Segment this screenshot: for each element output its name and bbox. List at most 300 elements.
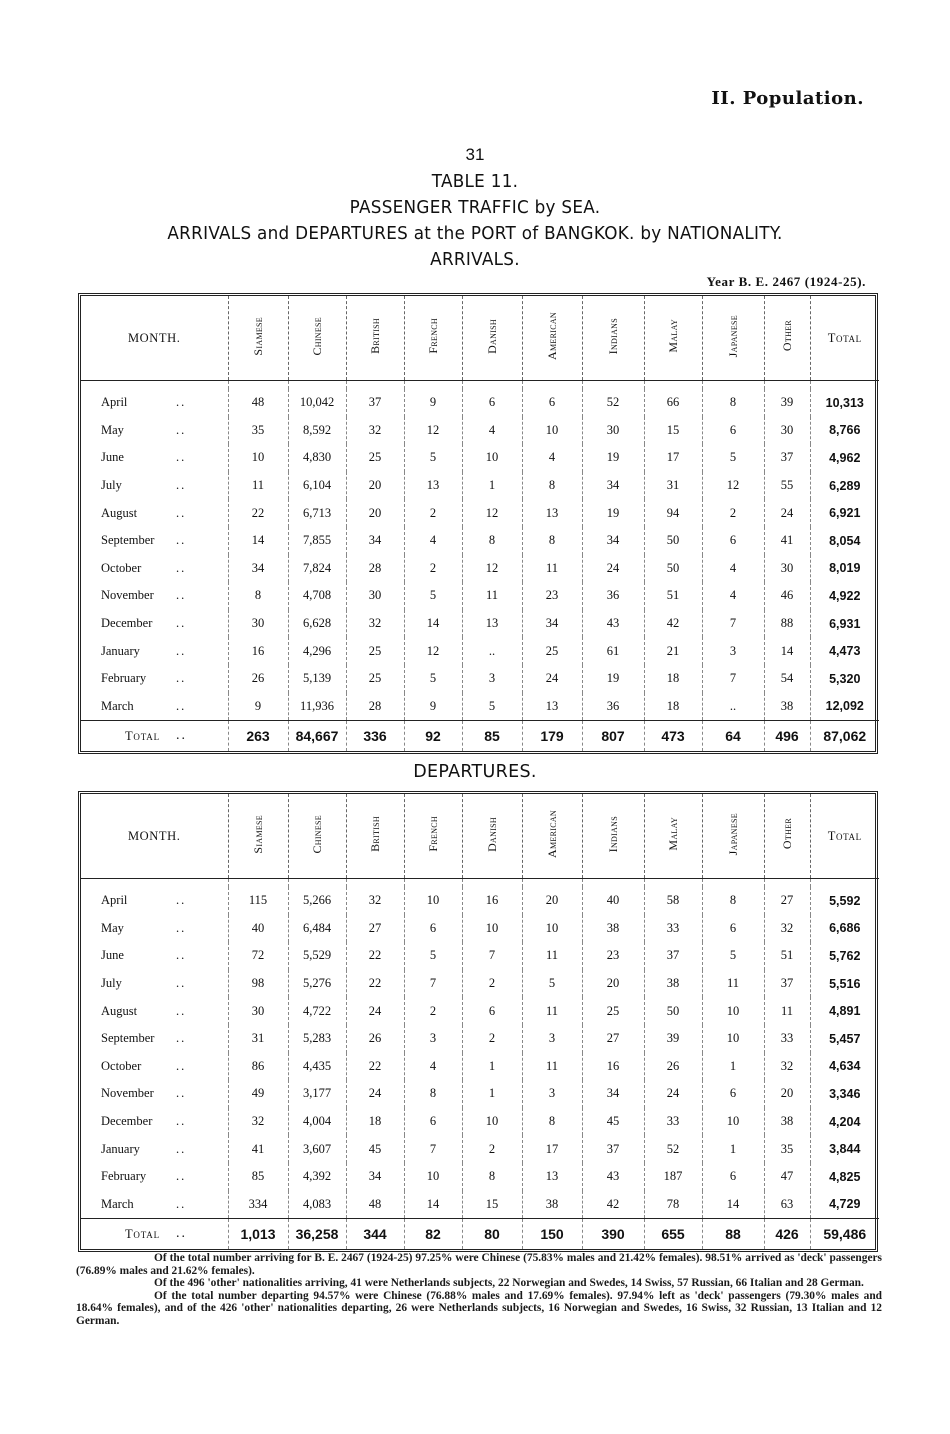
value-cell: 35 bbox=[228, 417, 288, 445]
value-cell: 3,607 bbox=[288, 1135, 346, 1163]
spacer-cell bbox=[404, 879, 462, 888]
value-cell: 2 bbox=[404, 499, 462, 527]
value-cell: 45 bbox=[582, 1108, 644, 1136]
arrivals-heading: ARRIVALS. bbox=[430, 250, 520, 270]
leader-dots: .. bbox=[176, 920, 187, 935]
column-total-cell: 655 bbox=[644, 1219, 702, 1250]
row-total-cell: 12,092 bbox=[810, 693, 879, 721]
leader-dots: .. bbox=[176, 422, 187, 437]
value-cell: 4,004 bbox=[288, 1108, 346, 1136]
column-header bbox=[346, 794, 404, 879]
value-cell: 28 bbox=[346, 555, 404, 583]
value-cell: 6 bbox=[702, 527, 764, 555]
value-cell: 32 bbox=[346, 610, 404, 638]
table-label: TABLE 11. bbox=[431, 172, 519, 192]
value-cell: 5,529 bbox=[288, 942, 346, 970]
value-cell: 1 bbox=[462, 1053, 522, 1081]
leader-dots: .. bbox=[176, 1196, 187, 1211]
month-cell: August bbox=[101, 505, 138, 520]
column-total-cell: 344 bbox=[346, 1219, 404, 1250]
column-header-label: French bbox=[425, 318, 440, 354]
value-cell: 72 bbox=[228, 942, 288, 970]
table-row bbox=[81, 527, 879, 555]
value-cell: 30 bbox=[764, 417, 810, 445]
column-header bbox=[582, 296, 644, 381]
leader-dots: .. bbox=[176, 560, 187, 575]
value-cell: 19 bbox=[582, 665, 644, 693]
value-cell: 47 bbox=[764, 1163, 810, 1191]
row-total-cell: 4,204 bbox=[810, 1108, 879, 1136]
value-cell: 5 bbox=[404, 582, 462, 610]
value-cell: 2 bbox=[462, 1025, 522, 1053]
row-total-cell: 5,592 bbox=[810, 887, 879, 915]
value-cell: 11 bbox=[764, 997, 810, 1025]
row-total-cell: 8,766 bbox=[810, 417, 879, 445]
column-total-cell: 1,013 bbox=[228, 1219, 288, 1250]
value-cell: 6,628 bbox=[288, 610, 346, 638]
row-total-cell: 5,320 bbox=[810, 665, 879, 693]
value-cell: 5,276 bbox=[288, 970, 346, 998]
value-cell: 8 bbox=[462, 1163, 522, 1191]
value-cell: 12 bbox=[462, 499, 522, 527]
column-header-label: Siamese bbox=[250, 316, 265, 356]
grand-total-cell: 87,062 bbox=[810, 721, 879, 752]
value-cell: 10 bbox=[462, 444, 522, 472]
value-cell: 5 bbox=[404, 444, 462, 472]
column-header-label: Danish bbox=[484, 318, 499, 354]
value-cell: 7,824 bbox=[288, 555, 346, 583]
value-cell: 10 bbox=[228, 444, 288, 472]
table-row bbox=[81, 1080, 879, 1108]
value-cell: 9 bbox=[404, 693, 462, 721]
value-cell: 11 bbox=[522, 555, 582, 583]
column-total-cell: 263 bbox=[228, 721, 288, 752]
value-cell: 19 bbox=[582, 444, 644, 472]
row-total-cell: 8,054 bbox=[810, 527, 879, 555]
value-cell: 31 bbox=[644, 472, 702, 500]
value-cell: 36 bbox=[582, 693, 644, 721]
leader-dots: .. bbox=[176, 1031, 187, 1046]
spacer-cell bbox=[764, 381, 810, 390]
value-cell: 50 bbox=[644, 997, 702, 1025]
month-cell: February bbox=[101, 1169, 147, 1184]
spacer-cell bbox=[644, 381, 702, 390]
value-cell: 10 bbox=[404, 887, 462, 915]
spacer-cell bbox=[346, 381, 404, 390]
column-total-cell: 150 bbox=[522, 1219, 582, 1250]
column-header bbox=[228, 794, 288, 879]
column-total-cell: 92 bbox=[404, 721, 462, 752]
leader-dots: .. bbox=[176, 1003, 187, 1018]
table-row bbox=[81, 693, 879, 721]
column-header bbox=[522, 296, 582, 381]
value-cell: 31 bbox=[228, 1025, 288, 1053]
leader-dots: .. bbox=[176, 976, 187, 991]
value-cell: 38 bbox=[644, 970, 702, 998]
value-cell: 5 bbox=[522, 970, 582, 998]
value-cell: 4,708 bbox=[288, 582, 346, 610]
column-total-cell: 82 bbox=[404, 1219, 462, 1250]
table-row bbox=[81, 1191, 879, 1219]
leader-dots: .. bbox=[176, 1141, 187, 1156]
value-cell: 61 bbox=[582, 637, 644, 665]
leader-dots: .. bbox=[176, 1169, 187, 1184]
column-total-cell: 36,258 bbox=[288, 1219, 346, 1250]
table-row bbox=[81, 970, 879, 998]
month-cell: February bbox=[101, 671, 147, 686]
table-row bbox=[81, 1163, 879, 1191]
leader-dots: .. bbox=[176, 643, 187, 658]
value-cell: 38 bbox=[582, 915, 644, 943]
value-cell: 4,722 bbox=[288, 997, 346, 1025]
value-cell: 4,830 bbox=[288, 444, 346, 472]
value-cell: 7 bbox=[702, 610, 764, 638]
month-cell: December bbox=[101, 616, 153, 631]
leader-dots: .. bbox=[176, 1058, 187, 1073]
month-cell: June bbox=[101, 450, 124, 465]
value-cell: 34 bbox=[522, 610, 582, 638]
value-cell: 55 bbox=[764, 472, 810, 500]
value-cell: 6,104 bbox=[288, 472, 346, 500]
column-header bbox=[228, 296, 288, 381]
spacer-cell bbox=[346, 879, 404, 888]
spacer-cell bbox=[81, 381, 176, 390]
row-total-cell: 3,844 bbox=[810, 1135, 879, 1163]
spacer-cell bbox=[764, 879, 810, 888]
value-cell: 7 bbox=[702, 665, 764, 693]
column-header-month: MONTH. bbox=[81, 296, 228, 381]
value-cell: 20 bbox=[346, 472, 404, 500]
month-cell: July bbox=[101, 478, 122, 493]
value-cell: 2 bbox=[702, 499, 764, 527]
value-cell: 15 bbox=[644, 417, 702, 445]
footnote: Of the 496 'other' nationalities arriving, 41 were Netherlands subjects, 22 Norwegian and Swedes, 14 Swiss, 57 Russian, 66 Italian and 28 German. bbox=[154, 1277, 864, 1290]
spacer-row bbox=[81, 381, 879, 390]
value-cell: 37 bbox=[346, 389, 404, 417]
value-cell: 12 bbox=[404, 637, 462, 665]
row-total-cell: 3,346 bbox=[810, 1080, 879, 1108]
page-number: 31 bbox=[465, 145, 485, 164]
leader-dots: .. bbox=[176, 395, 187, 410]
value-cell: 3 bbox=[702, 637, 764, 665]
value-cell: 34 bbox=[582, 1080, 644, 1108]
value-cell: 98 bbox=[228, 970, 288, 998]
column-header bbox=[522, 794, 582, 879]
value-cell: 25 bbox=[582, 997, 644, 1025]
leader-dots: .. bbox=[176, 893, 187, 908]
table-row bbox=[81, 665, 879, 693]
value-cell: 38 bbox=[764, 693, 810, 721]
value-cell: 6,484 bbox=[288, 915, 346, 943]
spacer-cell bbox=[228, 879, 288, 888]
row-total-cell: 4,825 bbox=[810, 1163, 879, 1191]
value-cell: 12 bbox=[702, 472, 764, 500]
departures-heading: DEPARTURES. bbox=[413, 762, 537, 782]
table-row bbox=[81, 942, 879, 970]
month-cell: September bbox=[101, 533, 155, 548]
value-cell: 85 bbox=[228, 1163, 288, 1191]
column-header-label: American bbox=[544, 810, 559, 858]
column-header-label: Danish bbox=[484, 816, 499, 852]
spacer-cell bbox=[644, 879, 702, 888]
spacer-cell bbox=[228, 381, 288, 390]
column-header bbox=[582, 794, 644, 879]
value-cell: 30 bbox=[764, 555, 810, 583]
row-total-cell: 4,891 bbox=[810, 997, 879, 1025]
value-cell: 5 bbox=[702, 942, 764, 970]
column-header-month: MONTH. bbox=[81, 794, 228, 879]
value-cell: 37 bbox=[582, 1135, 644, 1163]
value-cell: 34 bbox=[346, 1163, 404, 1191]
value-cell: 38 bbox=[764, 1108, 810, 1136]
value-cell: 8,592 bbox=[288, 417, 346, 445]
value-cell: 11 bbox=[702, 970, 764, 998]
column-header-label: Other bbox=[779, 818, 794, 850]
spacer-cell bbox=[288, 381, 346, 390]
value-cell: 19 bbox=[582, 499, 644, 527]
column-header bbox=[764, 296, 810, 381]
value-cell: 20 bbox=[346, 499, 404, 527]
row-total-cell: 5,516 bbox=[810, 970, 879, 998]
value-cell: 39 bbox=[644, 1025, 702, 1053]
total-label: Total bbox=[81, 721, 176, 752]
row-total-cell: 4,922 bbox=[810, 582, 879, 610]
spacer-cell bbox=[582, 381, 644, 390]
value-cell: 10,042 bbox=[288, 389, 346, 417]
value-cell: 187 bbox=[644, 1163, 702, 1191]
value-cell: 23 bbox=[582, 942, 644, 970]
spacer-cell bbox=[522, 879, 582, 888]
column-header-label: Siamese bbox=[250, 814, 265, 854]
leader-dots: .. bbox=[176, 1114, 187, 1129]
table-row bbox=[81, 499, 879, 527]
departures-table bbox=[81, 794, 879, 1249]
value-cell: 115 bbox=[228, 887, 288, 915]
value-cell: 9 bbox=[404, 389, 462, 417]
value-cell: 10 bbox=[462, 915, 522, 943]
footnote: Of the total number arriving for B. E. 2467 (1924-25) 97.25% were Chinese (75.83% males and 21.42% females). 98.51% arrived as 'deck' passengers (76.89% males and 21.62% females). bbox=[76, 1252, 882, 1277]
value-cell: 4 bbox=[702, 555, 764, 583]
row-total-cell: 8,019 bbox=[810, 555, 879, 583]
value-cell: 10 bbox=[702, 1108, 764, 1136]
column-header-label: Chinese bbox=[309, 814, 324, 854]
column-header-label: French bbox=[425, 816, 440, 852]
value-cell: 33 bbox=[644, 915, 702, 943]
value-cell: 22 bbox=[346, 970, 404, 998]
value-cell: 17 bbox=[644, 444, 702, 472]
value-cell: 7 bbox=[404, 970, 462, 998]
value-cell: 13 bbox=[522, 1163, 582, 1191]
total-row bbox=[81, 1219, 879, 1250]
table-row bbox=[81, 555, 879, 583]
table-row bbox=[81, 472, 879, 500]
value-cell: 6 bbox=[404, 1108, 462, 1136]
value-cell: 20 bbox=[522, 887, 582, 915]
value-cell: 5 bbox=[702, 444, 764, 472]
value-cell: 25 bbox=[522, 637, 582, 665]
value-cell: 26 bbox=[346, 1025, 404, 1053]
value-cell: 50 bbox=[644, 555, 702, 583]
table-row bbox=[81, 1135, 879, 1163]
month-cell: June bbox=[101, 948, 124, 963]
value-cell: 8 bbox=[702, 389, 764, 417]
grand-total-cell: 59,486 bbox=[810, 1219, 879, 1250]
value-cell: 22 bbox=[228, 499, 288, 527]
column-header-label: Japanese bbox=[725, 812, 740, 856]
column-header bbox=[462, 794, 522, 879]
value-cell: 16 bbox=[228, 637, 288, 665]
value-cell: 18 bbox=[346, 1108, 404, 1136]
column-header bbox=[702, 296, 764, 381]
table-row bbox=[81, 1053, 879, 1081]
value-cell: 26 bbox=[644, 1053, 702, 1081]
value-cell: 16 bbox=[462, 887, 522, 915]
value-cell: 24 bbox=[582, 555, 644, 583]
value-cell: 18 bbox=[644, 665, 702, 693]
value-cell: 6,713 bbox=[288, 499, 346, 527]
table-row bbox=[81, 637, 879, 665]
value-cell: 10 bbox=[522, 915, 582, 943]
value-cell: .. bbox=[702, 693, 764, 721]
value-cell: 2 bbox=[462, 970, 522, 998]
table-title: PASSENGER TRAFFIC by SEA. bbox=[349, 198, 601, 218]
value-cell: 43 bbox=[582, 1163, 644, 1191]
month-cell: March bbox=[101, 698, 134, 713]
value-cell: 27 bbox=[764, 887, 810, 915]
table-row bbox=[81, 610, 879, 638]
value-cell: 24 bbox=[644, 1080, 702, 1108]
value-cell: 8 bbox=[462, 527, 522, 555]
value-cell: 1 bbox=[702, 1053, 764, 1081]
column-header-label: Malay bbox=[665, 817, 680, 851]
value-cell: 5,283 bbox=[288, 1025, 346, 1053]
value-cell: 35 bbox=[764, 1135, 810, 1163]
column-header-label: Indians bbox=[605, 317, 620, 355]
row-total-cell: 4,634 bbox=[810, 1053, 879, 1081]
header-row bbox=[81, 296, 879, 381]
column-header bbox=[462, 296, 522, 381]
value-cell: 1 bbox=[702, 1135, 764, 1163]
value-cell: 27 bbox=[582, 1025, 644, 1053]
month-cell: April bbox=[101, 395, 128, 410]
spacer-cell bbox=[522, 381, 582, 390]
value-cell: 14 bbox=[404, 610, 462, 638]
value-cell: 8 bbox=[702, 887, 764, 915]
column-header-label: Malay bbox=[665, 319, 680, 353]
value-cell: 22 bbox=[346, 942, 404, 970]
month-cell: November bbox=[101, 588, 154, 603]
value-cell: 27 bbox=[346, 915, 404, 943]
column-total-cell: 88 bbox=[702, 1219, 764, 1250]
value-cell: 51 bbox=[644, 582, 702, 610]
leader-dots: .. bbox=[176, 1219, 228, 1250]
value-cell: 14 bbox=[702, 1191, 764, 1219]
spacer-cell bbox=[176, 381, 228, 390]
value-cell: 3,177 bbox=[288, 1080, 346, 1108]
column-total-cell: 85 bbox=[462, 721, 522, 752]
value-cell: 34 bbox=[228, 555, 288, 583]
spacer-cell bbox=[702, 879, 764, 888]
value-cell: 38 bbox=[522, 1191, 582, 1219]
value-cell: 63 bbox=[764, 1191, 810, 1219]
value-cell: 78 bbox=[644, 1191, 702, 1219]
value-cell: 33 bbox=[764, 1025, 810, 1053]
value-cell: 32 bbox=[346, 417, 404, 445]
spacer-cell bbox=[404, 381, 462, 390]
value-cell: 43 bbox=[582, 610, 644, 638]
value-cell: 30 bbox=[346, 582, 404, 610]
column-header bbox=[644, 794, 702, 879]
value-cell: 18 bbox=[644, 693, 702, 721]
leader-dots: .. bbox=[176, 721, 228, 752]
value-cell: 48 bbox=[228, 389, 288, 417]
value-cell: 6 bbox=[702, 417, 764, 445]
value-cell: 14 bbox=[764, 637, 810, 665]
value-cell: 42 bbox=[644, 610, 702, 638]
column-header bbox=[404, 794, 462, 879]
row-total-cell: 4,962 bbox=[810, 444, 879, 472]
value-cell: 39 bbox=[764, 389, 810, 417]
value-cell: 24 bbox=[522, 665, 582, 693]
value-cell: 7,855 bbox=[288, 527, 346, 555]
row-total-cell: 10,313 bbox=[810, 389, 879, 417]
value-cell: 24 bbox=[346, 997, 404, 1025]
column-header bbox=[644, 296, 702, 381]
value-cell: 42 bbox=[582, 1191, 644, 1219]
spacer-cell bbox=[810, 879, 879, 888]
value-cell: 6 bbox=[702, 1080, 764, 1108]
column-header-label: British bbox=[367, 816, 382, 852]
value-cell: 8 bbox=[522, 527, 582, 555]
column-total-cell: 807 bbox=[582, 721, 644, 752]
value-cell: 11 bbox=[522, 1053, 582, 1081]
value-cell: 88 bbox=[764, 610, 810, 638]
value-cell: 46 bbox=[764, 582, 810, 610]
value-cell: 14 bbox=[228, 527, 288, 555]
value-cell: 41 bbox=[228, 1135, 288, 1163]
value-cell: 49 bbox=[228, 1080, 288, 1108]
row-total-cell: 6,931 bbox=[810, 610, 879, 638]
value-cell: 1 bbox=[462, 472, 522, 500]
column-total-cell: 426 bbox=[764, 1219, 810, 1250]
arrivals-table-frame bbox=[78, 293, 878, 754]
footnotes bbox=[76, 1252, 882, 1328]
month-cell: March bbox=[101, 1196, 134, 1211]
value-cell: 10 bbox=[702, 1025, 764, 1053]
value-cell: 34 bbox=[582, 472, 644, 500]
value-cell: 4,392 bbox=[288, 1163, 346, 1191]
value-cell: 8 bbox=[522, 472, 582, 500]
value-cell: 4,435 bbox=[288, 1053, 346, 1081]
value-cell: 48 bbox=[346, 1191, 404, 1219]
value-cell: 2 bbox=[404, 997, 462, 1025]
value-cell: 37 bbox=[764, 444, 810, 472]
value-cell: 36 bbox=[582, 582, 644, 610]
value-cell: 9 bbox=[228, 693, 288, 721]
value-cell: 25 bbox=[346, 665, 404, 693]
value-cell: 94 bbox=[644, 499, 702, 527]
total-row bbox=[81, 721, 879, 752]
table-row bbox=[81, 887, 879, 915]
row-total-cell: 6,921 bbox=[810, 499, 879, 527]
column-header-label: British bbox=[367, 318, 382, 354]
value-cell: 20 bbox=[764, 1080, 810, 1108]
value-cell: 11 bbox=[522, 942, 582, 970]
value-cell: 37 bbox=[644, 942, 702, 970]
leader-dots: .. bbox=[176, 588, 187, 603]
value-cell: 66 bbox=[644, 389, 702, 417]
column-total-cell: 179 bbox=[522, 721, 582, 752]
